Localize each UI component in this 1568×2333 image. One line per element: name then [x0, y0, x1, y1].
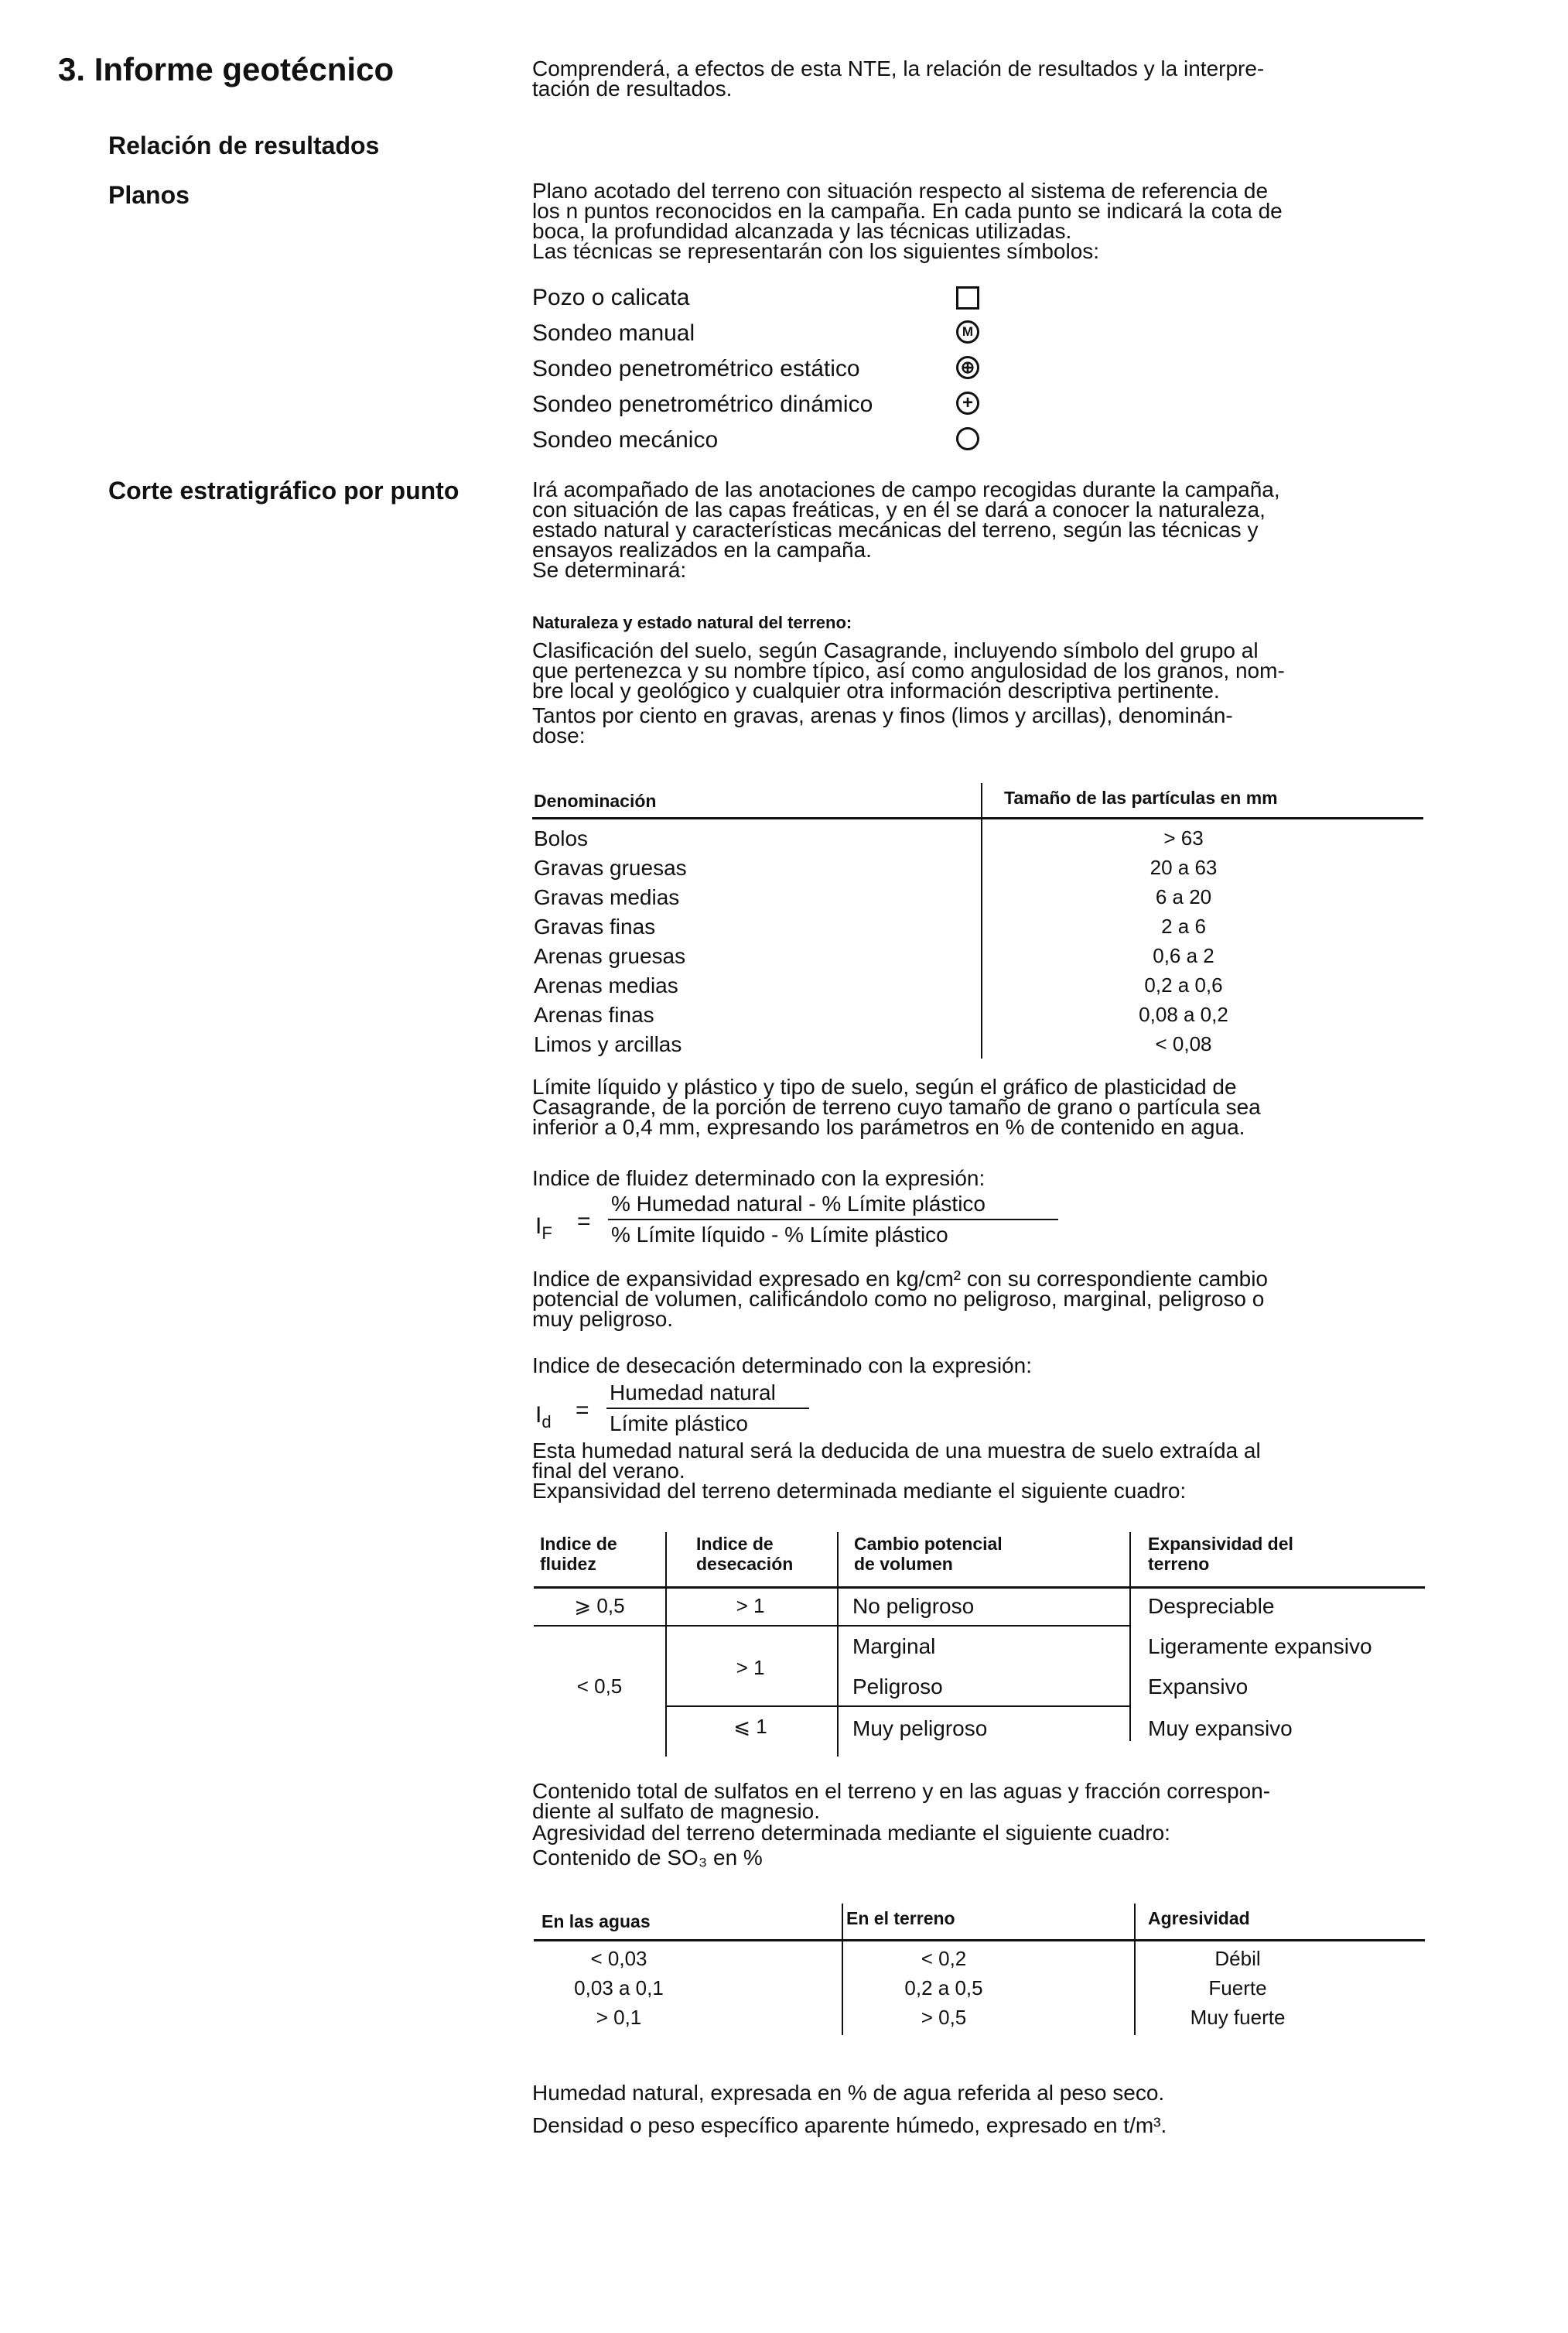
circle-plus-icon — [956, 392, 979, 415]
expansividad-line: muy peligroso. — [532, 1307, 674, 1331]
formula-id-num: Humedad natural — [610, 1380, 776, 1404]
granulometria-header: Tamaño de las partículas en mm — [1004, 788, 1278, 808]
limite-line: inferior a 0,4 mm, expresando los parámetros en % de contenido en agua. — [532, 1115, 1245, 1139]
exp-header-line: desecación — [696, 1554, 794, 1574]
circle-plus-ring-mark: ⊕ — [960, 357, 975, 377]
fluidez-paragraph — [532, 1168, 1422, 1189]
table-cell: > 63 — [1163, 826, 1204, 850]
table-cell: Gravas gruesas — [534, 856, 687, 880]
table-cell: 6 a 20 — [1155, 885, 1212, 908]
formula-id-sub: d — [541, 1412, 552, 1432]
limite-line: Límite líquido y plástico y tipo de suelo, según el gráfico de plasticidad de — [532, 1075, 1237, 1099]
table-rule — [665, 1625, 1129, 1627]
table-rule — [665, 1705, 1129, 1707]
formula-id-lhs — [535, 1402, 552, 1432]
clasificacion-line: bre local y geológico y cualquier otra información descriptiva pertinente. — [532, 679, 1220, 703]
circle-plus-ring-icon — [956, 356, 979, 379]
table-cell: Limos y arcillas — [534, 1032, 682, 1056]
table-cell: Ligeramente expansivo — [1148, 1634, 1372, 1658]
intro-line: Comprenderá, a efectos de esta NTE, la relación de resultados y la interpre- — [532, 56, 1265, 80]
symbol-label: Sondeo penetrométrico dinámico — [532, 392, 873, 417]
table-rule — [532, 817, 1423, 819]
table-cell: 0,03 a 0,1 — [574, 1976, 664, 1999]
table-cell: < 0,2 — [921, 1947, 967, 1970]
planos-line: Plano acotado del terreno con situación respecto al sistema de referencia de — [532, 179, 1269, 203]
exp-header — [540, 1534, 617, 1574]
table-cell: Gravas finas — [534, 915, 656, 939]
final-line: Densidad o peso específico aparente húmedo, expresado en t/m³. — [532, 2113, 1167, 2137]
exp-header-line: Expansividad del — [1148, 1534, 1293, 1554]
fluidez-line: Indice de fluidez determinado con la expresión: — [532, 1166, 986, 1190]
humedad-line: Expansividad del terreno determinada mediante el siguiente cuadro: — [532, 1479, 1187, 1503]
table-cell: 20 a 63 — [1150, 856, 1218, 879]
table-cell: 0,08 a 0,2 — [1139, 1003, 1228, 1026]
table-cell: ⩾ 0,5 — [574, 1594, 625, 1617]
table-cell: 0,2 a 0,6 — [1144, 973, 1223, 997]
exp-header — [1148, 1534, 1293, 1574]
exp-header-line: fluidez — [540, 1554, 596, 1574]
corte-line: estado natural y características mecánicas del terreno, según las técnicas y — [532, 518, 1259, 542]
naturaleza-heading — [532, 613, 1422, 633]
table-cell: 2 a 6 — [1161, 915, 1206, 938]
clasificacion-line: que pertenezca y su nombre típico, así como angulosidad de los granos, nom- — [532, 659, 1285, 682]
table-cell: Muy peligroso — [852, 1716, 988, 1740]
intro-line: tación de resultados. — [532, 77, 733, 101]
planos-line: Las técnicas se representarán con los siguientes símbolos: — [532, 239, 1100, 263]
table-cell: > 0,1 — [596, 2006, 642, 2029]
circle-m-mark: M — [962, 324, 974, 339]
agr-header: En el terreno — [846, 1908, 955, 1928]
section-title-text: Informe geotécnico — [94, 51, 395, 87]
formula-id-symbol: I — [535, 1402, 542, 1428]
planos-paragraph — [532, 181, 1422, 262]
table-cell: ⩽ 1 — [733, 1715, 767, 1738]
table-rule — [534, 1586, 1425, 1589]
exp-header-line: Indice de — [540, 1534, 617, 1554]
clasificacion-paragraph — [532, 638, 1422, 747]
corte-line: ensayos realizados en la campaña. — [532, 538, 872, 562]
circle-icon — [956, 427, 979, 450]
limite-paragraph — [532, 1077, 1422, 1137]
intro-paragraph — [532, 56, 1422, 101]
formula-id-den: Límite plástico — [610, 1411, 748, 1435]
table-divider — [981, 783, 982, 1059]
table-cell: < 0,5 — [576, 1674, 623, 1698]
table-rule — [534, 1625, 665, 1627]
corte-paragraph — [532, 477, 1422, 582]
table-cell: Arenas gruesas — [534, 944, 686, 968]
expansividad-line: potencial de volumen, calificándolo como no peligroso, marginal, peligroso o — [532, 1287, 1265, 1311]
formula-if-num: % Humedad natural - % Límite plástico — [611, 1192, 986, 1216]
sulfatos-line: Contenido total de sulfatos en el terreno y en las aguas y fracción correspon- — [532, 1779, 1271, 1803]
final-paragraph — [532, 2077, 1422, 2142]
circle-plus-mark: + — [962, 392, 973, 413]
section-number: 3. — [58, 51, 86, 87]
desecacion-line: Indice de desecación determinado con la expresión: — [532, 1353, 1032, 1377]
table-cell: Gravas medias — [534, 885, 680, 909]
agr-header: Agresividad — [1148, 1908, 1250, 1928]
corte-line: Irá acompañado de las anotaciones de campo recogidas durante la campaña, — [532, 477, 1280, 501]
table-divider — [842, 1904, 843, 2035]
exp-header — [696, 1534, 793, 1574]
planos-line: boca, la profundidad alcanzada y las técnicas utilizadas. — [532, 219, 1072, 243]
section-title — [58, 51, 394, 88]
naturaleza-heading-text: Naturaleza y estado natural del terreno: — [532, 613, 852, 632]
fraction-bar — [606, 1408, 809, 1409]
symbol-label: Sondeo manual — [532, 320, 695, 346]
exp-header — [854, 1534, 1003, 1574]
table-cell: Fuerte — [1208, 1976, 1267, 1999]
expansividad-paragraph — [532, 1269, 1422, 1329]
humedad-line: Esta humedad natural será la deducida de una muestra de suelo extraída al — [532, 1438, 1261, 1462]
table-cell: Muy expansivo — [1148, 1716, 1293, 1740]
table-divider — [1129, 1532, 1131, 1741]
square-icon — [956, 286, 979, 310]
circle-m-icon — [956, 320, 979, 344]
expansividad-line: Indice de expansividad expresado en kg/cm² con su correspondiente cambio — [532, 1267, 1269, 1291]
clasificacion-line: Tantos por ciento en gravas, arenas y finos (limos y arcillas), denominán- — [532, 703, 1233, 727]
exp-header-line: terreno — [1148, 1554, 1210, 1574]
formula-if-lhs — [535, 1213, 552, 1243]
heading-planos: Planos — [108, 181, 190, 209]
formula-if-symbol: I — [535, 1213, 542, 1239]
heading-relacion: Relación de resultados — [108, 132, 380, 159]
table-divider — [665, 1532, 667, 1757]
symbol-label: Sondeo mecánico — [532, 427, 719, 453]
table-cell: > 0,5 — [921, 2006, 967, 2029]
table-rule — [534, 1939, 1425, 1941]
table-cell: < 0,03 — [590, 1947, 647, 1970]
table-cell: No peligroso — [852, 1594, 975, 1618]
granulometria-header: Denominación — [534, 791, 657, 811]
desecacion-paragraph — [532, 1353, 1422, 1377]
table-cell: 0,2 a 0,5 — [904, 1976, 983, 1999]
symbol-label: Pozo o calicata — [532, 285, 690, 310]
clasificacion-line: dose: — [532, 724, 586, 747]
sulfatos-line: Contenido de SO₃ en % — [532, 1846, 763, 1869]
formula-if-den: % Límite líquido - % Límite plástico — [611, 1223, 948, 1247]
humedad-paragraph — [532, 1438, 1422, 1503]
table-cell: Débil — [1214, 1947, 1261, 1970]
corte-line: Se determinará: — [532, 558, 687, 582]
table-cell: Arenas finas — [534, 1003, 654, 1027]
heading-corte: Corte estratigráfico por punto — [108, 477, 459, 505]
corte-line: con situación de las capas freáticas, y en él se dará a conocer la naturaleza, — [532, 498, 1266, 522]
table-cell: Expansivo — [1148, 1674, 1249, 1698]
table-cell: Muy fuerte — [1190, 2006, 1286, 2029]
limite-line: Casagrande, de la porción de terreno cuyo tamaño de grano o partícula sea — [532, 1095, 1261, 1119]
table-divider — [1134, 1904, 1136, 2035]
table-cell: Bolos — [534, 826, 589, 850]
sulfatos-line: Agresividad del terreno determinada mediante el siguiente cuadro: — [532, 1821, 1170, 1845]
formula-if-sub: F — [541, 1223, 552, 1243]
formula-if-eq: = — [577, 1209, 591, 1234]
exp-header-line: Indice de — [696, 1534, 774, 1554]
agr-header: En las aguas — [541, 1911, 651, 1931]
fraction-bar — [608, 1219, 1058, 1220]
symbol-label: Sondeo penetrométrico estático — [532, 356, 860, 381]
table-cell: Peligroso — [852, 1674, 943, 1698]
table-cell: > 1 — [736, 1594, 765, 1617]
table-cell: 0,6 a 2 — [1153, 944, 1214, 967]
sulfatos-line: diente al sulfato de magnesio. — [532, 1799, 821, 1823]
exp-header-line: de volumen — [854, 1554, 953, 1574]
table-divider — [837, 1532, 839, 1757]
exp-header-line: Cambio potencial — [854, 1534, 1003, 1554]
planos-line: los n puntos reconocidos en la campaña. En cada punto se indicará la cota de — [532, 199, 1283, 223]
humedad-line: final del verano. — [532, 1459, 685, 1483]
table-cell: Arenas medias — [534, 973, 678, 997]
clasificacion-line: Clasificación del suelo, según Casagrande, incluyendo símbolo del grupo al — [532, 638, 1259, 662]
table-cell: < 0,08 — [1155, 1032, 1212, 1055]
sulfatos-paragraph — [532, 1781, 1422, 1868]
final-line: Humedad natural, expresada en % de agua referida al peso seco. — [532, 2081, 1165, 2105]
table-cell: > 1 — [736, 1656, 765, 1679]
table-cell: Despreciable — [1148, 1594, 1275, 1618]
formula-id-eq: = — [576, 1397, 589, 1423]
table-cell: Marginal — [852, 1634, 936, 1658]
